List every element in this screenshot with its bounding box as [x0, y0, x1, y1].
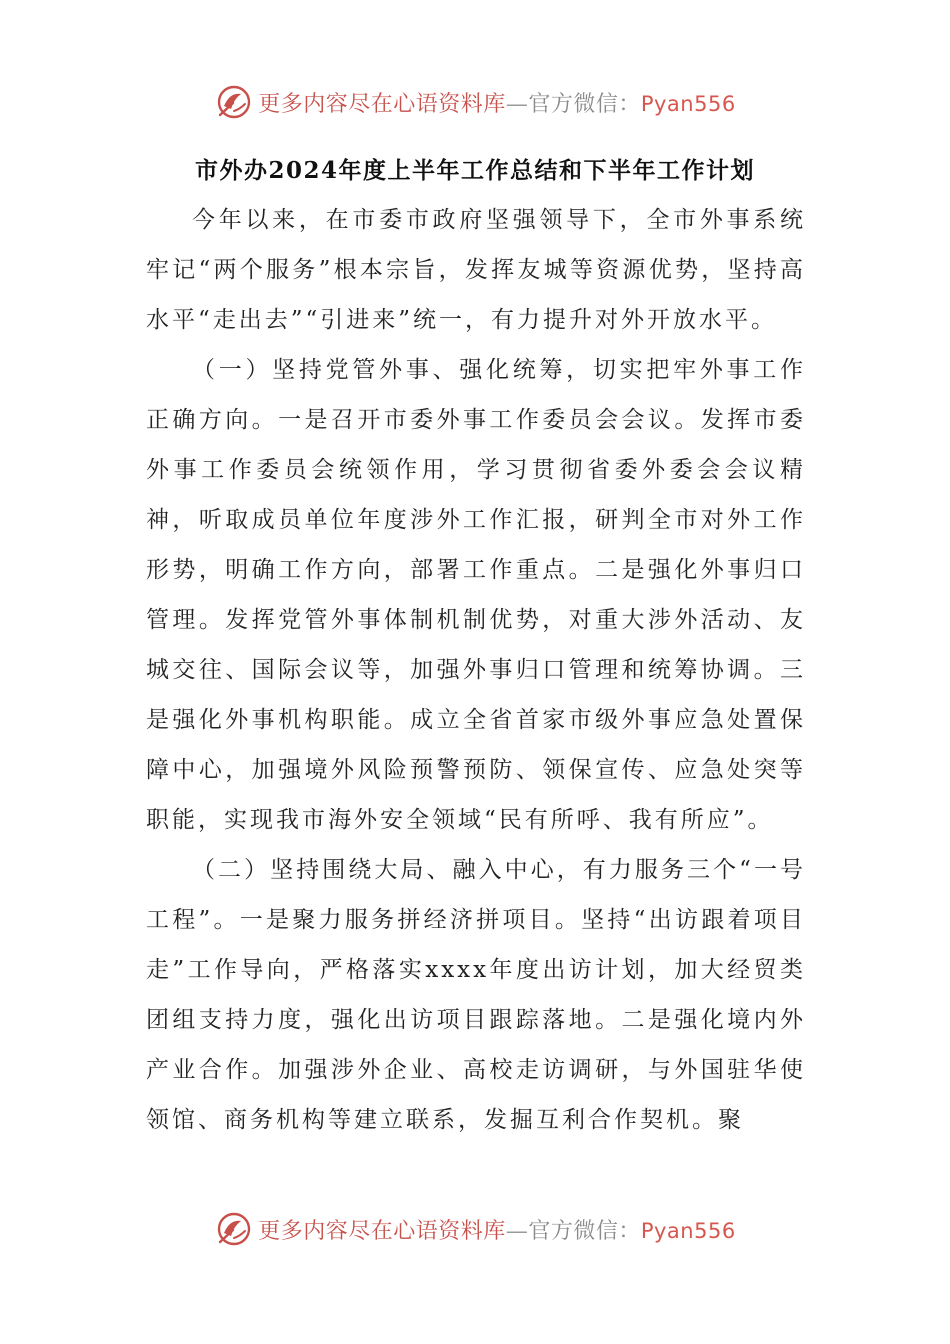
watermark-text: [258, 1214, 735, 1245]
document-body: [146, 195, 806, 1145]
paragraph-intro: 今年以来，在市委市政府坚强领导下，全市外事系统牢记“两个服务”根本宗旨，发挥友城等资源优势，坚持高水平“走出去”“引进来”统一，有力提升对外开放水平。: [146, 207, 806, 333]
watermark-contact-label: 官方微信：: [528, 91, 641, 117]
watermark-wechat-id: Pyan556: [640, 1218, 736, 1243]
watermark-contact-label: 官方微信：: [528, 1218, 641, 1244]
watermark-banner-bottom: [0, 1207, 950, 1251]
pen-logo-icon: [214, 82, 254, 122]
watermark-text: [258, 87, 735, 118]
document-title: 市外办2024年度上半年工作总结和下半年工作计划: [194, 157, 755, 184]
pen-logo-icon: [214, 1209, 254, 1249]
watermark-wechat-id: Pyan556: [640, 91, 736, 116]
watermark-separator: —: [505, 91, 529, 117]
watermark-brand: 更多内容尽在心语资料库: [258, 1218, 506, 1244]
paragraph-section-2: （二）坚持围绕大局、融入中心，有力服务三个“一号工程”。一是聚力服务拼经济拼项目。坚持“出访跟着项目走”工作导向，严格落实xxxx年度出访计划，加大经贸类团组支持力度，强化出访项目跟踪落地。二是强化境内外产业合作。加强涉外企业、高校走访调研，与外国驻华使领馆、商务机构等建立联系，发掘互利合作契机。聚: [146, 857, 806, 1133]
watermark-separator: —: [505, 1218, 529, 1244]
paragraph-section-1: （一）坚持党管外事、强化统筹，切实把牢外事工作正确方向。一是召开市委外事工作委员会会议。发挥市委外事工作委员会统领作用，学习贯彻省委外委会会议精神，听取成员单位年度涉外工作汇报，研判全市对外工作形势，明确工作方向，部署工作重点。二是强化外事归口管理。发挥党管外事体制机制优势，对重大涉外活动、友城交往、国际会议等，加强外事归口管理和统筹协调。三是强化外事机构职能。成立全省首家市级外事应急处置保障中心，加强境外风险预警预防、领保宣传、应急处突等职能，实现我市海外安全领域“民有所呼、我有所应”。: [146, 357, 806, 833]
watermark-banner-top: [0, 80, 950, 124]
watermark-brand: 更多内容尽在心语资料库: [258, 91, 506, 117]
